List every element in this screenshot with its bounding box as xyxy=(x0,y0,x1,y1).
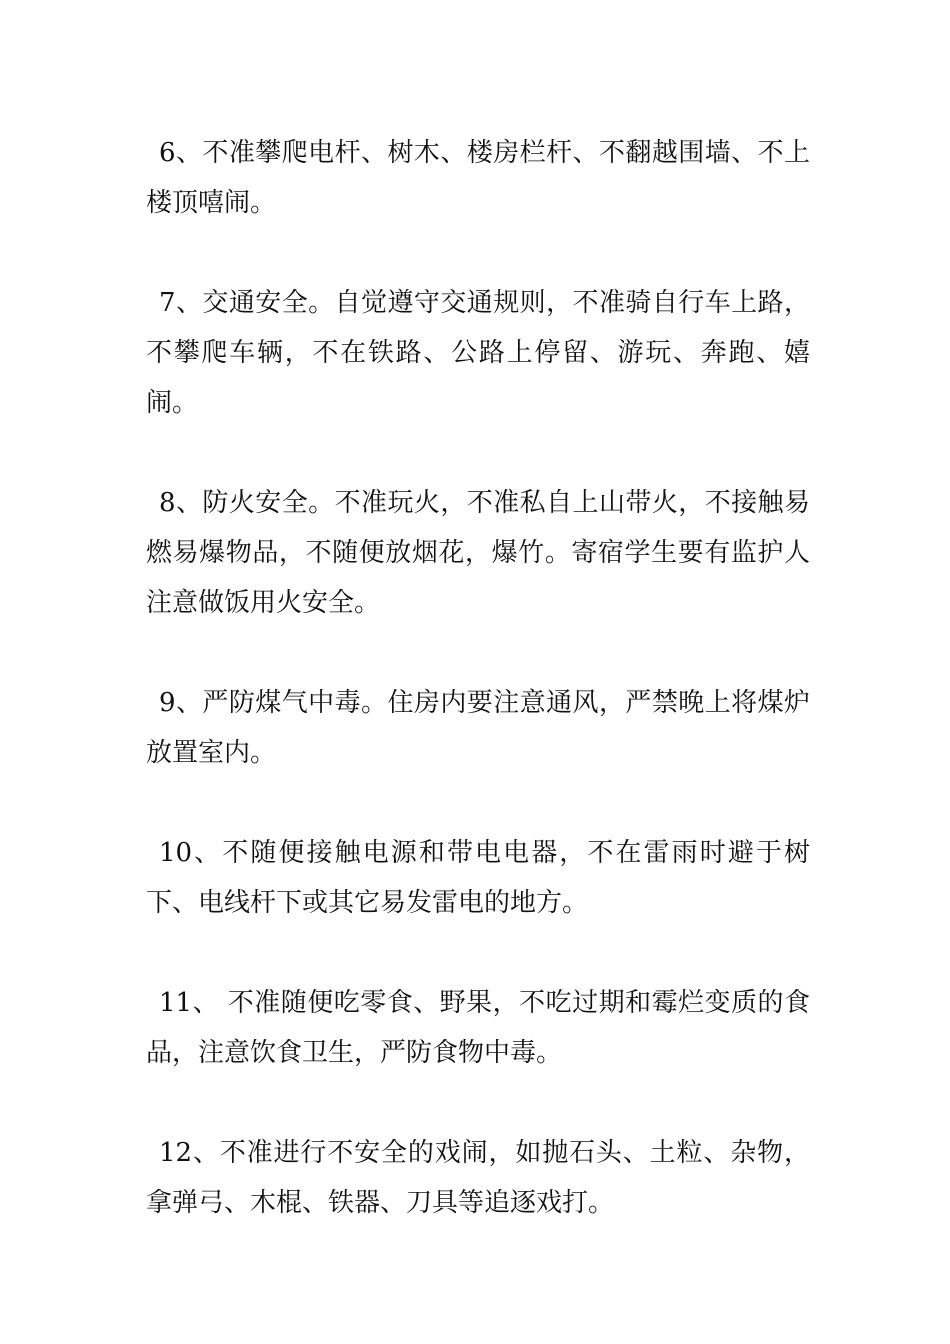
paragraph-spacer xyxy=(146,428,810,478)
paragraph-spacer xyxy=(146,228,810,278)
paragraph-rule-7: 7、交通安全。自觉遵守交通规则，不准骑自行车上路，不攀爬车辆，不在铁路、公路上停留、游玩、奔跑、嬉闹。 xyxy=(146,288,810,418)
document-body xyxy=(146,128,810,1228)
paragraph-spacer xyxy=(146,778,810,828)
paragraph-rule-6: 6、不准攀爬电杆、树木、楼房栏杆、不翻越围墙、不上楼顶嘻闹。 xyxy=(146,138,810,218)
paragraph-spacer xyxy=(146,628,810,678)
paragraph-spacer xyxy=(146,928,810,978)
paragraph-spacer xyxy=(146,1078,810,1128)
paragraph-rule-10: 10、不随便接触电源和带电电器，不在雷雨时避于树下、电线杆下或其它易发雷电的地方。 xyxy=(146,838,810,918)
paragraph-rule-8: 8、防火安全。不准玩火，不准私自上山带火，不接触易燃易爆物品，不随便放烟花，爆竹。寄宿学生要有监护人注意做饭用火安全。 xyxy=(146,488,810,618)
paragraph-rule-11: 11、 不准随便吃零食、野果，不吃过期和霉烂变质的食品，注意饮食卫生，严防食物中毒。 xyxy=(146,988,810,1068)
paragraph-rule-12: 12、不准进行不安全的戏闹，如抛石头、土粒、杂物，拿弹弓、木棍、铁器、刀具等追逐戏打。 xyxy=(146,1138,810,1218)
paragraph-rule-9: 9、严防煤气中毒。住房内要注意通风，严禁晚上将煤炉放置室内。 xyxy=(146,688,810,768)
